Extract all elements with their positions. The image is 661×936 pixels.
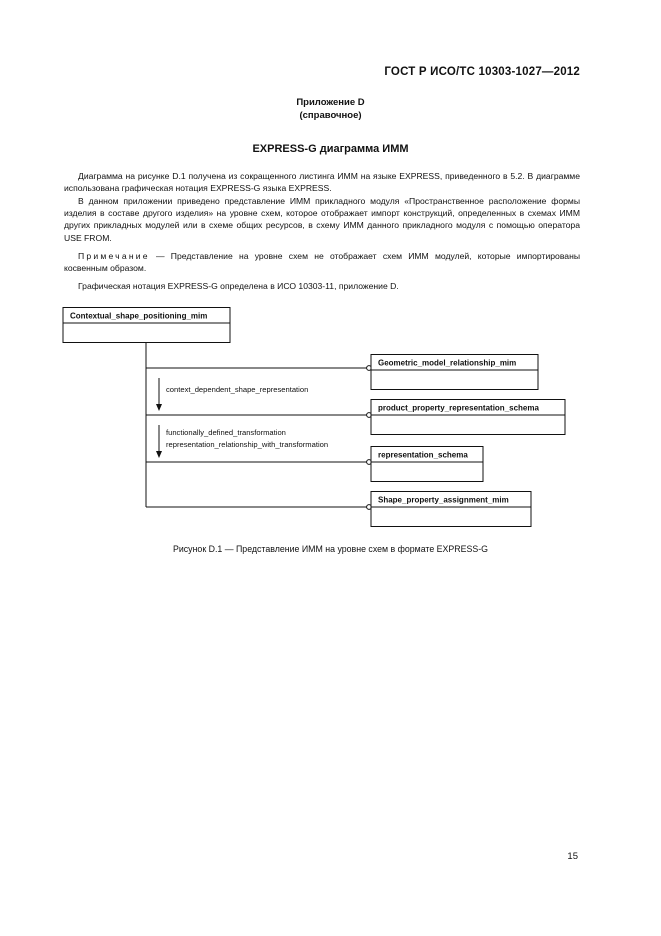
source-schema-box bbox=[63, 308, 230, 343]
target-schema-label-4: Shape_property_assignment_mim bbox=[378, 495, 509, 505]
page-number: 15 bbox=[567, 851, 578, 862]
reference-text-2a: functionally_defined_transformation bbox=[166, 428, 286, 437]
target-schema-box-1 bbox=[371, 355, 538, 390]
express-g-diagram bbox=[0, 300, 661, 540]
target-schema-box-4 bbox=[371, 492, 531, 527]
annex-title: Приложение D bbox=[296, 97, 365, 108]
note-text: — Представление на уровне схем не отображает схем ИММ модулей, которые импортированы косвенным образом. bbox=[64, 251, 580, 274]
section-heading: EXPRESS-G диаграмма ИММ bbox=[252, 143, 409, 155]
source-schema-label: Contextual_shape_positioning_mim bbox=[70, 311, 208, 321]
annex-subtitle: (справочное) bbox=[299, 110, 362, 121]
target-schema-box-3 bbox=[371, 447, 483, 482]
standard-designation: ГОСТ Р ИСО/ТС 10303-1027—2012 bbox=[384, 66, 580, 78]
paragraph-2-text: В данном приложении приведено представление ИММ прикладного модуля «Пространственное расположение формы изделия в составе другого изделия» на уровне схем, которое отображает импорт конструкций, определенных в схемах ИММ других прикладных модулей или в схеме общих ресурсов, в схему ИММ данного прикладного модуля с помощью оператора USE FROM. bbox=[64, 196, 580, 243]
target-schema-label-2: product_property_representation_schema bbox=[378, 403, 539, 413]
target-schema-label-1: Geometric_model_relationship_mim bbox=[378, 358, 517, 368]
paragraph-2 bbox=[64, 195, 580, 244]
figure-caption: Рисунок D.1 — Представление ИММ на уровне схем в формате EXPRESS-G bbox=[172, 544, 488, 554]
reference-text-2b: representation_relationship_with_transformation bbox=[166, 440, 329, 449]
note-label: Примечание bbox=[78, 251, 150, 261]
target-schema-label-3: representation_schema bbox=[378, 450, 468, 460]
target-schema-box-2 bbox=[371, 400, 565, 435]
reference-text-1: context_dependent_shape_representation bbox=[166, 385, 309, 394]
paragraph-1 bbox=[64, 170, 580, 194]
paragraph-4-text: Графическая нотация EXPRESS-G определена в ИСО 10303-11, приложение D. bbox=[78, 281, 399, 291]
reference-arrow-2 bbox=[156, 425, 162, 458]
note-paragraph bbox=[64, 250, 580, 274]
reference-arrow-1 bbox=[156, 378, 162, 411]
paragraph-4 bbox=[64, 280, 580, 292]
paragraph-1-text: Диаграмма на рисунке D.1 получена из сокращенного листинга ИММ на языке EXPRESS, приведенного в 5.2. В диаграмме использована графическая нотация EXPRESS-G языка EXPRESS. bbox=[64, 171, 580, 194]
